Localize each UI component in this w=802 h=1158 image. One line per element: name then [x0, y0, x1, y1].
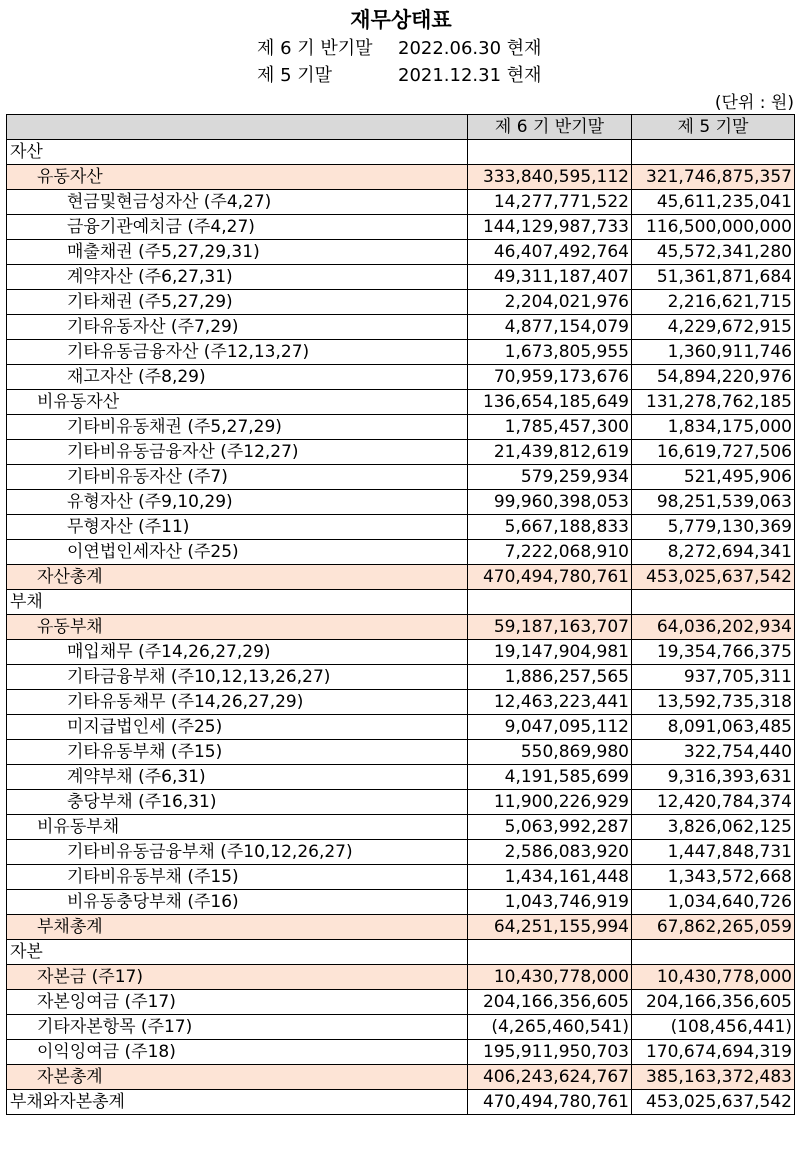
row-current-value: 1,673,805,955 — [468, 340, 632, 365]
row-current-value: (4,265,460,541) — [468, 1015, 632, 1040]
row-prior-value: 45,611,235,041 — [632, 190, 795, 215]
row-label: 유동부채 — [7, 615, 468, 640]
table-row — [7, 990, 795, 1015]
row-label: 기타비유동부채 (주15) — [7, 865, 468, 890]
row-prior-value: 1,034,640,726 — [632, 890, 795, 915]
table-row — [7, 290, 795, 315]
row-current-value: 12,463,223,441 — [468, 690, 632, 715]
row-prior-value: 13,592,735,318 — [632, 690, 795, 715]
row-current-value: 470,494,780,761 — [468, 565, 632, 590]
row-current-value: 49,311,187,407 — [468, 265, 632, 290]
row-current-value: 19,147,904,981 — [468, 640, 632, 665]
table-body — [7, 140, 795, 1115]
row-current-value: 99,960,398,053 — [468, 490, 632, 515]
row-current-value — [468, 140, 632, 165]
row-prior-value: 8,272,694,341 — [632, 540, 795, 565]
row-current-value: 11,900,226,929 — [468, 790, 632, 815]
row-label: 기타유동자산 (주7,29) — [7, 315, 468, 340]
period-prior-label: 제 5 기말 — [257, 65, 333, 86]
row-current-value: 470,494,780,761 — [468, 1090, 632, 1115]
row-prior-value: 51,361,871,684 — [632, 265, 795, 290]
row-current-value: 550,869,980 — [468, 740, 632, 765]
row-label: 부채총계 — [7, 915, 468, 940]
row-prior-value: 16,619,727,506 — [632, 440, 795, 465]
row-label: 부채와자본총계 — [7, 1090, 468, 1115]
row-label: 자본 — [7, 940, 468, 965]
row-label: 기타채권 (주5,27,29) — [7, 290, 468, 315]
row-current-value: 195,911,950,703 — [468, 1040, 632, 1065]
row-prior-value: (108,456,441) — [632, 1015, 795, 1040]
row-current-value: 9,047,095,112 — [468, 715, 632, 740]
row-current-value: 136,654,185,649 — [468, 390, 632, 415]
table-row — [7, 365, 795, 390]
table-row — [7, 965, 795, 990]
row-label: 자산총계 — [7, 565, 468, 590]
row-current-value: 406,243,624,767 — [468, 1065, 632, 1090]
row-prior-value: 1,360,911,746 — [632, 340, 795, 365]
table-row — [7, 940, 795, 965]
row-prior-value: 116,500,000,000 — [632, 215, 795, 240]
row-label: 부채 — [7, 590, 468, 615]
row-label: 계약부채 (주6,31) — [7, 765, 468, 790]
row-label: 무형자산 (주11) — [7, 515, 468, 540]
row-label: 자본잉여금 (주17) — [7, 990, 468, 1015]
statement-header — [0, 0, 802, 114]
row-current-value: 59,187,163,707 — [468, 615, 632, 640]
row-label: 미지급법인세 (주25) — [7, 715, 468, 740]
table-row — [7, 690, 795, 715]
row-label: 재고자산 (주8,29) — [7, 365, 468, 390]
table-row — [7, 790, 795, 815]
row-prior-value — [632, 590, 795, 615]
table-row — [7, 465, 795, 490]
table-row — [7, 1040, 795, 1065]
row-prior-value: 8,091,063,485 — [632, 715, 795, 740]
row-current-value: 2,586,083,920 — [468, 840, 632, 865]
column-header-item — [7, 115, 468, 140]
table-row — [7, 340, 795, 365]
row-current-value: 64,251,155,994 — [468, 915, 632, 940]
row-prior-value: 453,025,637,542 — [632, 1090, 795, 1115]
table-row — [7, 590, 795, 615]
row-label: 자본금 (주17) — [7, 965, 468, 990]
table-row — [7, 190, 795, 215]
table-row — [7, 565, 795, 590]
period-prior-date: 2021.12.31 현재 — [398, 65, 542, 86]
column-header-current: 제 6 기 반기말 — [468, 115, 632, 140]
row-prior-value: 54,894,220,976 — [632, 365, 795, 390]
row-current-value: 144,129,987,733 — [468, 215, 632, 240]
row-current-value: 21,439,812,619 — [468, 440, 632, 465]
table-row — [7, 1015, 795, 1040]
row-label: 이익잉여금 (주18) — [7, 1040, 468, 1065]
table-row — [7, 615, 795, 640]
statement-title: 재무상태표 — [350, 8, 452, 32]
table-row — [7, 240, 795, 265]
row-current-value: 7,222,068,910 — [468, 540, 632, 565]
row-label: 비유동부채 — [7, 815, 468, 840]
row-prior-value — [632, 940, 795, 965]
row-label: 유동자산 — [7, 165, 468, 190]
row-current-value: 5,063,992,287 — [468, 815, 632, 840]
table-row — [7, 440, 795, 465]
row-prior-value: 131,278,762,185 — [632, 390, 795, 415]
row-current-value: 1,785,457,300 — [468, 415, 632, 440]
row-prior-value: 1,447,848,731 — [632, 840, 795, 865]
table-row — [7, 1065, 795, 1090]
row-prior-value: 937,705,311 — [632, 665, 795, 690]
row-prior-value — [632, 140, 795, 165]
row-label: 기타유동채무 (주14,26,27,29) — [7, 690, 468, 715]
row-current-value: 204,166,356,605 — [468, 990, 632, 1015]
table-row — [7, 715, 795, 740]
row-prior-value: 322,754,440 — [632, 740, 795, 765]
row-label: 기타자본항목 (주17) — [7, 1015, 468, 1040]
row-prior-value: 10,430,778,000 — [632, 965, 795, 990]
table-row — [7, 490, 795, 515]
table-row — [7, 540, 795, 565]
row-prior-value: 98,251,539,063 — [632, 490, 795, 515]
row-label: 비유동충당부채 (주16) — [7, 890, 468, 915]
row-current-value: 14,277,771,522 — [468, 190, 632, 215]
row-prior-value: 385,163,372,483 — [632, 1065, 795, 1090]
row-prior-value: 2,216,621,715 — [632, 290, 795, 315]
row-prior-value: 19,354,766,375 — [632, 640, 795, 665]
table-row — [7, 515, 795, 540]
row-label: 충당부채 (주16,31) — [7, 790, 468, 815]
row-prior-value: 12,420,784,374 — [632, 790, 795, 815]
table-row — [7, 215, 795, 240]
row-prior-value: 5,779,130,369 — [632, 515, 795, 540]
row-label: 기타유동부채 (주15) — [7, 740, 468, 765]
table-row — [7, 265, 795, 290]
table-row — [7, 865, 795, 890]
table-row — [7, 640, 795, 665]
row-current-value: 10,430,778,000 — [468, 965, 632, 990]
row-label: 현금및현금성자산 (주4,27) — [7, 190, 468, 215]
row-prior-value: 3,826,062,125 — [632, 815, 795, 840]
row-label: 자본총계 — [7, 1065, 468, 1090]
row-current-value: 4,877,154,079 — [468, 315, 632, 340]
row-label: 자산 — [7, 140, 468, 165]
row-label: 기타유동금융자산 (주12,13,27) — [7, 340, 468, 365]
row-current-value: 2,204,021,976 — [468, 290, 632, 315]
table-row — [7, 765, 795, 790]
row-prior-value: 204,166,356,605 — [632, 990, 795, 1015]
table-row — [7, 165, 795, 190]
row-prior-value: 1,834,175,000 — [632, 415, 795, 440]
table-row — [7, 840, 795, 865]
row-current-value: 1,043,746,919 — [468, 890, 632, 915]
row-label: 기타비유동채권 (주5,27,29) — [7, 415, 468, 440]
row-label: 기타금융부채 (주10,12,13,26,27) — [7, 665, 468, 690]
row-label: 기타비유동금융부채 (주10,12,26,27) — [7, 840, 468, 865]
row-label: 기타비유동자산 (주7) — [7, 465, 468, 490]
table-row — [7, 315, 795, 340]
row-label: 이연법인세자산 (주25) — [7, 540, 468, 565]
balance-sheet-table — [6, 114, 795, 1115]
table-row — [7, 140, 795, 165]
row-prior-value: 1,343,572,668 — [632, 865, 795, 890]
row-prior-value: 4,229,672,915 — [632, 315, 795, 340]
row-current-value: 1,434,161,448 — [468, 865, 632, 890]
table-header-row — [7, 115, 795, 140]
period-current-label: 제 6 기 반기말 — [257, 38, 373, 59]
period-current-date: 2022.06.30 현재 — [398, 38, 542, 59]
row-prior-value: 67,862,265,059 — [632, 915, 795, 940]
row-label: 금융기관예치금 (주4,27) — [7, 215, 468, 240]
row-prior-value: 521,495,906 — [632, 465, 795, 490]
table-row — [7, 815, 795, 840]
row-prior-value: 170,674,694,319 — [632, 1040, 795, 1065]
table-row — [7, 1090, 795, 1115]
row-prior-value: 64,036,202,934 — [632, 615, 795, 640]
row-label: 계약자산 (주6,27,31) — [7, 265, 468, 290]
row-current-value: 579,259,934 — [468, 465, 632, 490]
row-label: 비유동자산 — [7, 390, 468, 415]
row-label: 유형자산 (주9,10,29) — [7, 490, 468, 515]
row-current-value — [468, 940, 632, 965]
row-current-value: 5,667,188,833 — [468, 515, 632, 540]
row-label: 매입채무 (주14,26,27,29) — [7, 640, 468, 665]
table-row — [7, 890, 795, 915]
row-prior-value: 321,746,875,357 — [632, 165, 795, 190]
row-prior-value: 45,572,341,280 — [632, 240, 795, 265]
table-row — [7, 740, 795, 765]
row-current-value: 4,191,585,699 — [468, 765, 632, 790]
row-current-value: 1,886,257,565 — [468, 665, 632, 690]
row-label: 매출채권 (주5,27,29,31) — [7, 240, 468, 265]
row-current-value: 333,840,595,112 — [468, 165, 632, 190]
row-current-value: 46,407,492,764 — [468, 240, 632, 265]
column-header-prior: 제 5 기말 — [632, 115, 795, 140]
row-prior-value: 9,316,393,631 — [632, 765, 795, 790]
row-label: 기타비유동금융자산 (주12,27) — [7, 440, 468, 465]
row-current-value: 70,959,173,676 — [468, 365, 632, 390]
row-prior-value: 453,025,637,542 — [632, 565, 795, 590]
table-row — [7, 665, 795, 690]
unit-label: (단위 : 원) — [714, 93, 794, 113]
table-row — [7, 390, 795, 415]
table-row — [7, 915, 795, 940]
row-current-value — [468, 590, 632, 615]
table-row — [7, 415, 795, 440]
